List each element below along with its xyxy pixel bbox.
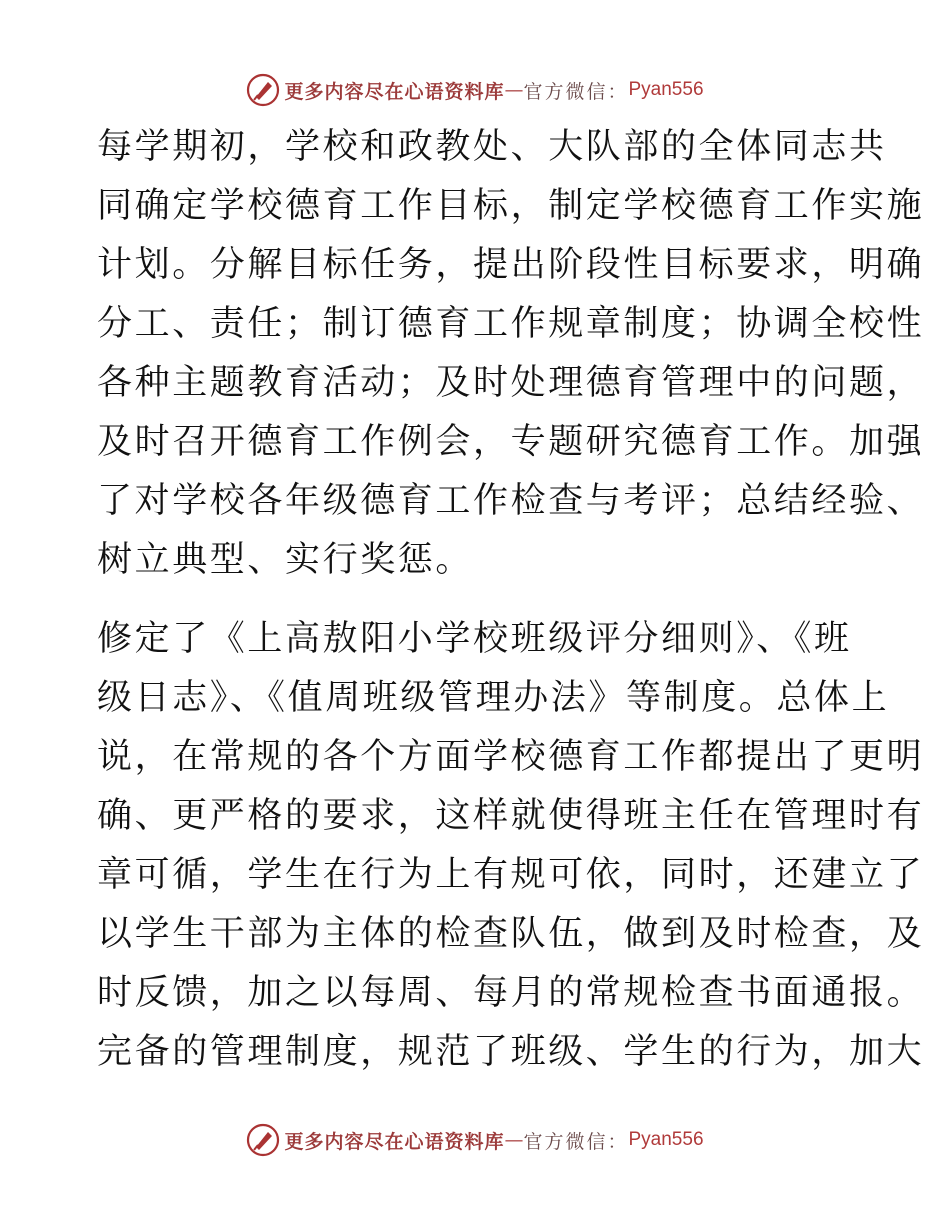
text-line: 树立典型、实行奖惩。 — [97, 540, 474, 580]
document-body — [97, 118, 925, 1102]
text-line: 各种主题教育活动；及时处理德育管理中的问题， — [97, 363, 925, 403]
watermark-wechat-id: Pyan556 — [628, 79, 704, 100]
text-line: 分工、责任；制订德育工作规章制度；协调全校性 — [97, 304, 925, 344]
text-line: 说，在常规的各个方面学校德育工作都提出了更明 — [97, 737, 925, 777]
paragraph-1 — [97, 118, 925, 590]
paragraph-2 — [97, 610, 925, 1082]
text-line: 级日志》、《值周班级管理办法》等制度。总体上 — [97, 678, 890, 718]
text-line: 计划。分解目标任务，提出阶段性目标要求，明确 — [97, 245, 925, 285]
watermark-dash: — — [504, 1129, 524, 1151]
watermark-text: 更多内容尽在心语资料库 — [284, 1130, 505, 1153]
watermark-wechat-label: 官方微信： — [523, 80, 629, 103]
text-line: 完备的管理制度，规范了班级、学生的行为，加大 — [97, 1032, 925, 1072]
text-line: 以学生干部为主体的检查队伍，做到及时检查，及 — [97, 914, 925, 954]
text-line: 了对学校各年级德育工作检查与考评；总结经验、 — [97, 481, 925, 521]
text-line: 修定了《上高敖阳小学校班级评分细则》、《班 — [97, 619, 852, 659]
text-line: 章可循，学生在行为上有规可依，同时，还建立了 — [97, 855, 925, 895]
text-line: 同确定学校德育工作目标，制定学校德育工作实施 — [97, 186, 925, 226]
watermark-wechat-label: 官方微信： — [523, 1130, 629, 1153]
pen-nib-logo-icon — [246, 73, 280, 107]
watermark-text: 更多内容尽在心语资料库 — [284, 80, 505, 103]
footer-watermark — [0, 1120, 950, 1160]
text-line: 及时召开德育工作例会，专题研究德育工作。加强 — [97, 422, 925, 462]
text-line: 时反馈，加之以每周、每月的常规检查书面通报。 — [97, 973, 925, 1013]
pen-nib-logo-icon — [246, 1123, 280, 1157]
watermark-dash: — — [504, 79, 524, 101]
text-line: 确、更严格的要求，这样就使得班主任在管理时有 — [97, 796, 925, 836]
text-line: 每学期初，学校和政教处、大队部的全体同志共 — [97, 127, 887, 167]
watermark-wechat-id: Pyan556 — [628, 1129, 704, 1150]
header-watermark — [0, 70, 950, 110]
